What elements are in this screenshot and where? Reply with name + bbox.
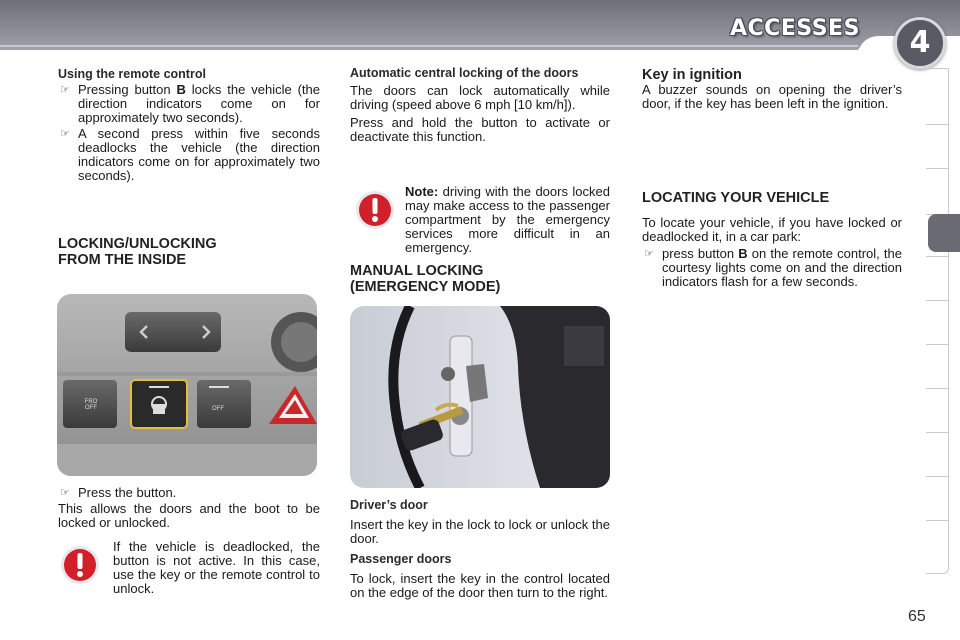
chapter-tab[interactable] xyxy=(926,388,949,433)
chapter-tab[interactable] xyxy=(926,520,949,574)
locating-heading: LOCATING YOUR VEHICLE xyxy=(642,190,830,206)
door-key-lock-photo xyxy=(350,306,610,488)
right-column-locating xyxy=(642,190,902,289)
press-bullet: ☞ Press the button. xyxy=(60,485,177,500)
chapter-tab[interactable] xyxy=(926,432,949,477)
locating-text: To locate your vehicle, if you have locked or deadlocked it, in a car park: xyxy=(642,215,902,244)
left-column xyxy=(58,67,320,183)
passenger-doors-heading: Passenger doors xyxy=(350,552,452,566)
auto-lock-p1: The doors can lock automatically while driving (speed above 6 mph [10 km/h]). xyxy=(350,83,610,112)
right-column-top xyxy=(642,67,902,111)
chapter-tab[interactable] xyxy=(926,300,949,345)
note-text: driving with the doors locked may make access to the passenger compartment by the emergency services more difficult in an emergency. xyxy=(405,184,610,255)
inside-heading: LOCKING/UNLOCKING FROM THE INSIDE xyxy=(58,236,217,268)
key-in-ignition-heading: Key in ignition xyxy=(642,67,742,83)
chapter-tab[interactable] xyxy=(926,124,949,169)
chapter-tab[interactable] xyxy=(926,344,949,389)
pointing-hand-icon: ☞ xyxy=(60,487,70,499)
press-paragraph: This allows the doors and the boot to be locked or unlocked. xyxy=(58,501,320,530)
deadlock-warning: If the vehicle is deadlocked, the button is not active. In this case, use the key or the remote control to unlock. xyxy=(113,539,320,596)
chapter-tab[interactable] xyxy=(926,168,949,215)
note-label: Note: xyxy=(405,184,439,199)
key-in-ignition-text: A buzzer sounds on opening the driver’s door, if the key has been left in the ignition. xyxy=(642,82,902,111)
chapter-number-badge: 4 xyxy=(894,17,946,69)
photo-label-fro-off: FRO OFF xyxy=(84,399,98,411)
chapter-tab[interactable] xyxy=(926,256,949,301)
remote-heading: Using the remote control xyxy=(58,67,206,81)
remote-bullet-1: ☞ Pressing button B locks the vehicle (the direction indicators come on for approximately two seconds). xyxy=(60,82,320,125)
chapter-title: ACCESSES xyxy=(730,16,860,41)
page-number: 65 xyxy=(908,608,926,625)
pointing-hand-icon: ☞ xyxy=(60,128,70,140)
chapter-tab[interactable] xyxy=(926,68,949,125)
middle-column-top xyxy=(350,67,610,144)
photo-label-off: OFF xyxy=(212,406,224,412)
remote-bullet-2: ☞ A second press within five seconds deadlocks the vehicle (the direction indicators come on for approximately two seconds). xyxy=(60,126,320,183)
drivers-door-text: Insert the key in the lock to lock or unlock the door. xyxy=(350,517,610,546)
dashboard-lock-button-photo xyxy=(57,294,317,476)
pointing-hand-icon: ☞ xyxy=(644,248,654,260)
drivers-door-heading: Driver’s door xyxy=(350,498,428,512)
chapter-tab-strip xyxy=(926,68,950,574)
chapter-tab[interactable] xyxy=(926,476,949,521)
warning-exclamation-icon xyxy=(60,545,100,590)
locating-bullet: ☞ press button B on the remote control, the courtesy lights come on and the direction indicators flash for a few seconds. xyxy=(644,246,902,289)
passenger-doors-text: To lock, insert the key in the control located on the edge of the door then turn to the right. xyxy=(350,571,610,600)
page-header xyxy=(0,0,960,60)
warning-exclamation-icon xyxy=(355,190,395,235)
auto-lock-heading: Automatic central locking of the doors xyxy=(350,66,579,80)
auto-lock-p2: Press and hold the button to activate or deactivate this function. xyxy=(350,115,610,144)
chapter-tab-active[interactable] xyxy=(928,214,960,252)
pointing-hand-icon: ☞ xyxy=(60,84,70,96)
press-block xyxy=(58,486,320,530)
note-block xyxy=(405,185,610,255)
manual-heading: MANUAL LOCKING (EMERGENCY MODE) xyxy=(350,263,501,295)
middle-column-bottom xyxy=(350,498,610,600)
